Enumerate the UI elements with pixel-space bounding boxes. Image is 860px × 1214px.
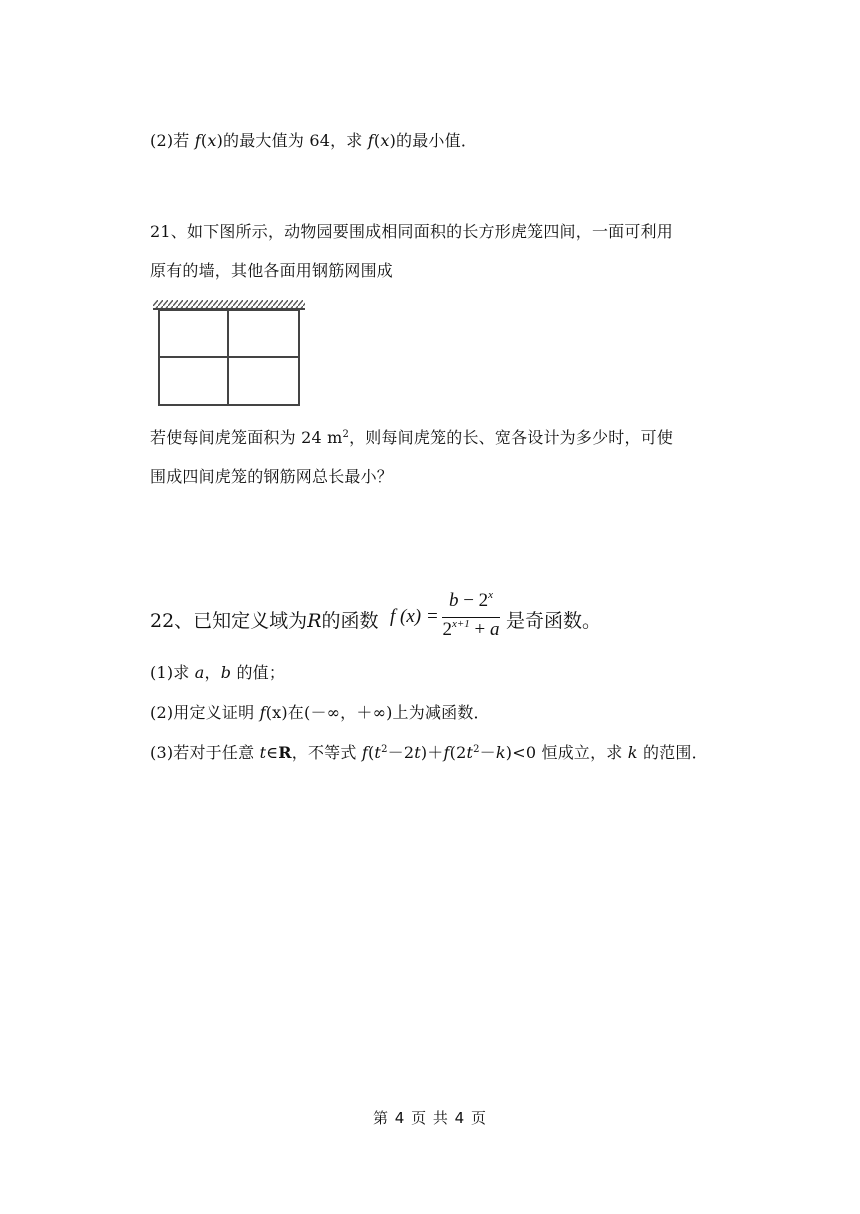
q22-part2-f: f [259, 703, 266, 722]
q20-lp1: ( [200, 131, 208, 150]
q21-line2: 原有的墙，其他各面用钢筋网围成 [150, 261, 394, 280]
q21-line3-sup: 2 [342, 429, 350, 440]
q22-den-base: 2 [442, 619, 452, 640]
q22-den-sup: x+1 [451, 618, 470, 630]
q22-numerator [440, 590, 502, 612]
q22-part3-t1: t [374, 743, 382, 762]
q22-part3-t: t [259, 743, 267, 762]
q22-fraction-bar [442, 617, 500, 618]
q20-f2: f [367, 131, 374, 150]
q20-part2-prefix: (2)若 [150, 131, 195, 150]
q22-part3-in: ∈ [266, 743, 279, 762]
q20-x2: x [380, 131, 390, 150]
q22-part1 [150, 662, 285, 684]
q22-stem-suffix: 是奇函数。 [506, 610, 602, 632]
q21-line4: 围成四间虎笼的钢筋网总长最小？ [150, 467, 394, 486]
q22-part1-prefix: (1)求 [150, 663, 195, 682]
q22-part3-e2b: － [479, 743, 496, 762]
q22-den-rest: + [469, 619, 491, 640]
q20-lp2: ( [373, 131, 381, 150]
q22-fx: f (x) = [390, 606, 439, 627]
tiger-cage-figure [153, 300, 305, 410]
q21-line3-b: ，则每间虎笼的长、宽各设计为多少时，可使 [349, 428, 674, 447]
page-footer: 第 4 页 共 4 页 [373, 1109, 487, 1127]
q20-rp2: ) [389, 131, 397, 150]
q22-num-sup: x [488, 589, 494, 601]
q22-part2-x: (x) [265, 703, 288, 722]
q22-part3-e2a: (2 [449, 743, 467, 762]
q22-part3-k2: k [627, 743, 638, 762]
q22-part3 [150, 742, 708, 764]
q20-part2-mid: 的最大值为 64，求 [223, 131, 368, 150]
q22-part3-e1a: ( [367, 743, 375, 762]
q22-R: R [307, 610, 322, 632]
q21-line1: 21、如下图所示，动物园要围成相同面积的长方形虎笼四间，一面可利用 [150, 222, 673, 241]
q22-den-a: a [490, 619, 500, 640]
q22-part3-prefix: (3)若对于任意 [150, 743, 260, 762]
q22-part3-f1: f [361, 743, 368, 762]
q22-part1-suffix: 的值； [231, 663, 286, 682]
q22-part1-a: a [194, 663, 205, 682]
q21-line3 [150, 427, 673, 449]
q22-part3-k1: k [495, 743, 506, 762]
q22-part3-f2: f [443, 743, 450, 762]
q22-part3-e2c: )<0 恒成立，求 [505, 743, 628, 762]
q20-x1: x [207, 131, 217, 150]
q22-part2 [150, 702, 490, 724]
q22-stem-prefix: 22、已知定义域为 [150, 610, 308, 632]
q22-part3-t2: t [414, 743, 421, 762]
q22-stem-mid: 的函数 [321, 610, 379, 632]
q22-part3-suffix: 的范围． [637, 743, 708, 762]
q20-f1: f [194, 131, 201, 150]
q22-stem-text [150, 606, 379, 633]
q22-part2-prefix: (2)用定义证明 [150, 703, 260, 722]
q20-rp1: ) [216, 131, 224, 150]
q20-part2 [150, 130, 477, 152]
q21-line3-a: 若使每间虎笼面积为 24 m [150, 428, 343, 447]
q22-part3-sup1: 2 [381, 744, 388, 755]
q22-num-rest: − 2 [458, 590, 489, 611]
q22-part3-sup2: 2 [473, 744, 480, 755]
wall-hatch [153, 300, 305, 308]
q22-part3-t3: t [466, 743, 474, 762]
q22-part2-suffix: 在(－∞，＋∞)上为减函数． [287, 703, 490, 722]
q20-part2-suffix: 的最小值． [396, 131, 478, 150]
q22-part3-e1b: －2 [387, 743, 415, 762]
q22-denominator [440, 619, 502, 641]
q22-part3-mid: ，不等式 [291, 743, 362, 762]
q22-part3-e1c: )＋ [420, 743, 444, 762]
q22-part3-R: R [278, 743, 292, 762]
q22-part1-b: b [220, 663, 232, 682]
q22-part1-comma: ， [204, 663, 221, 682]
q22-num-b: b [448, 590, 459, 611]
